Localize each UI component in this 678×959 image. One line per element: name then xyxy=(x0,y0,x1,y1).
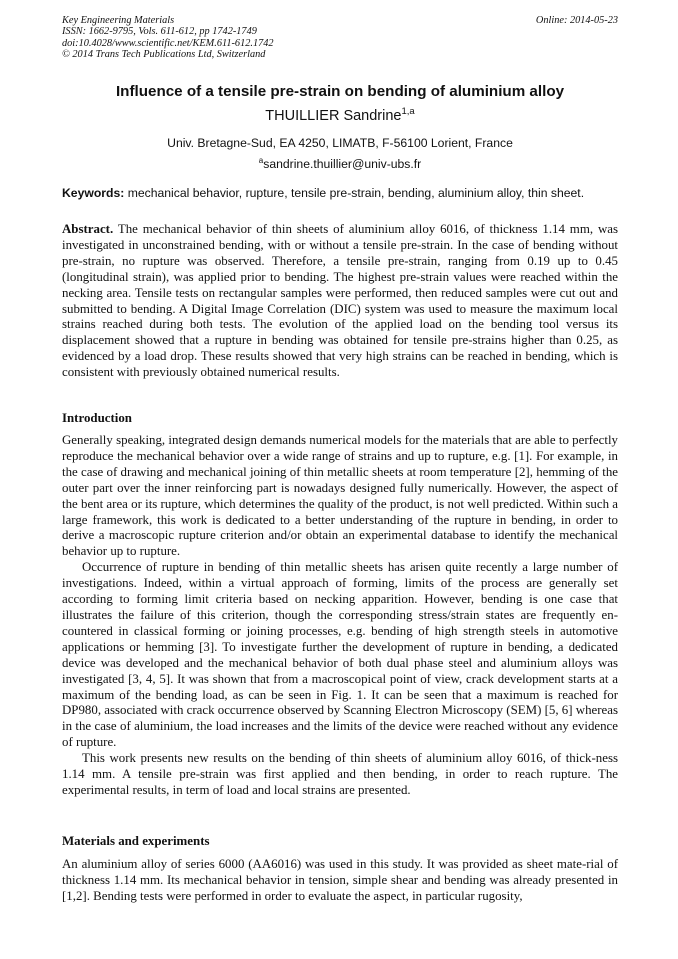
paragraph: An aluminium alloy of series 6000 (AA6016) was used in this study. It was provided as sheet mate-rial of thickness 1.14 mm. Its mechanical behavior in tension, simple shear and bending was already presented in [1,2]. Bending tests were performed in order to evaluate the aspect, in particular rugosity, xyxy=(62,857,618,903)
journal-header xyxy=(62,15,618,60)
journal-name: Key Engineering Materials xyxy=(62,15,175,26)
abstract-text: The mechanical behavior of thin sheets of aluminium alloy 6016, of thickness 1.14 mm, was investigated in unconstrained bending, with or without a tensile pre-strain. In the case of bending without pre-strain, no rupture was observed. Therefore, a tensile pre-strain, ranging from 0.19 up to 0.45 (longitudinal strain), was applied prior to bending. The highest pre-strain values were reached within the necking area. Tensile tests on rectangular samples were performed, then reduced samples were cut out and submitted to bending. A Digital Image Correlation (DIC) system was used to measure the maximum local strains reached during both tests. The evolution of the applied load on the bending tool versus its displacement showed that a rupture in bending was obtained for tensile pre-strains higher than 0.25, as evidenced by a load drop. These results showed that very high strains can be reached in bending, which is consistent with previously obtained numerical results. xyxy=(62,222,618,380)
materials-heading: Materials and experiments xyxy=(62,834,210,848)
affiliation: Univ. Bretagne-Sud, EA 4250, LIMATB, F-56100 Lorient, France xyxy=(167,136,513,150)
author-name: THUILLIER Sandrine xyxy=(265,108,402,124)
author-affiliation-mark: 1,a xyxy=(401,106,415,118)
paragraph: This work presents new results on the bending of thin sheets of aluminium alloy 6016, of thick-ness 1.14 mm. A tensile pre-strain was first applied and then bending, in order to reach rupture. The experimental results, in term of load and local strains are presented. xyxy=(62,751,618,797)
introduction-body xyxy=(62,433,618,799)
paper-title: Influence of a tensile pre-strain on bending of aluminium alloy xyxy=(115,83,565,100)
keywords xyxy=(62,186,618,200)
author-line xyxy=(62,108,618,124)
introduction-heading: Introduction xyxy=(62,411,132,425)
online-date: Online: 2014-05-23 xyxy=(535,15,618,26)
journal-copyright: © 2014 Trans Tech Publications Ltd, Switzerland xyxy=(62,48,266,60)
email-address: sandrine.thuillier@univ-ubs.fr xyxy=(263,157,422,171)
materials-body xyxy=(62,857,618,905)
keywords-label: Keywords: xyxy=(62,186,125,200)
paragraph: Generally speaking, integrated design demands numerical models for the materials that are able to perfectly reproduce the mechanical behavior over a wide range of strains and up to rupture, e.g. [1]. For example, in the case of drawing and mechanical joining of thin metallic sheets at room temperature [2], hemming of the outer part over the inner reinforcing part is nowadays designed fully numerically. However, the aspect of the bent area or its rupture, which determines the quality of the product, is not well predicted. Within such a large framework, this work is dedicated to a better understanding of the rupture in bending, in order to derive a macroscopic rupture criterion and/or obtain an experimental database to identify the mechanical behavior up to rupture. xyxy=(62,433,618,559)
journal-issn: ISSN: 1662-9795, Vols. 611-612, pp 1742-1749 xyxy=(62,26,257,38)
email-line xyxy=(62,157,618,171)
email-mark: a xyxy=(258,155,264,165)
abstract xyxy=(62,222,618,381)
keywords-text: mechanical behavior, rupture, tensile pre-strain, bending, aluminium alloy, thin sheet. xyxy=(124,186,585,200)
journal-doi: doi:10.4028/www.scientific.net/KEM.611-612.1742 xyxy=(62,37,274,49)
paragraph: Occurrence of rupture in bending of thin metallic sheets has arisen quite recently a large number of investigations. Indeed, within a virtual approach of forming, limits of the process are generally set according to forming limit criteria based on necking apparition. However, bending is one case that illustrates the failure of this criterion, though the corresponding stress/strain states are frequently en-countered in classical forming or joining processes, e.g. bending of high strength steels in automotive applications or hemming [3]. To investigate further the development of rupture in bending, a dedicated device was developed and the mechanical behavior of both dual phase steel and aluminium alloys was investigated [3, 4, 5]. It was shown that from a macroscopical point of view, crack development starts at a maximum of the bending load, as can be seen in Fig. 1. It can be seen that a maximum is reached for DP980, associated with crack occurrence observed by Scanning Electron Microscopy (SEM) [5, 6] whereas in the case of aluminium, the load increases and the limits of the device were reached without any evidence of rupture. xyxy=(62,560,618,750)
abstract-label: Abstract. xyxy=(62,222,114,236)
